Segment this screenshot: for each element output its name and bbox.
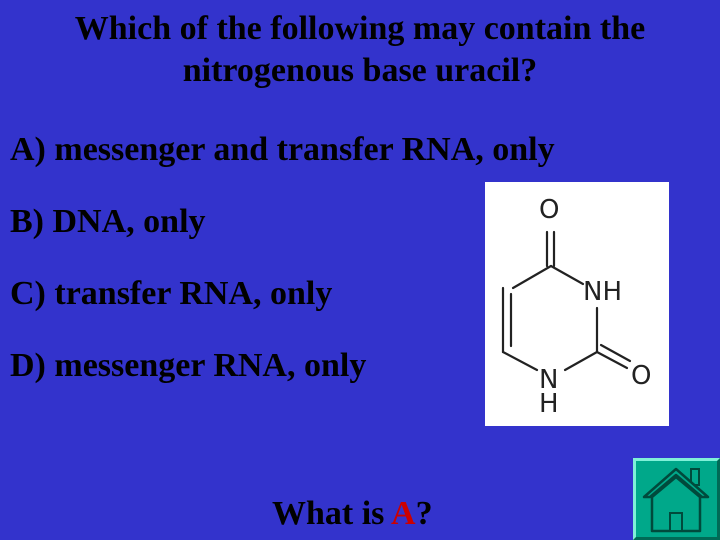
bond-c4-n3 xyxy=(551,266,583,284)
answer-text xyxy=(272,494,433,534)
question-line-1: Which of the following may contain the xyxy=(74,10,646,47)
atom-nh-right: NH xyxy=(583,277,622,307)
atom-o-right: O xyxy=(631,361,652,391)
home-icon xyxy=(636,461,717,537)
answer-prefix: What is xyxy=(272,495,392,532)
bond-c2-o-1 xyxy=(597,352,627,368)
question-line-2: nitrogenous base uracil? xyxy=(182,52,538,89)
atom-o-top: O xyxy=(539,195,560,225)
answer-highlight: A xyxy=(391,495,416,532)
question-text xyxy=(0,8,720,92)
option-c: C) transfer RNA, only xyxy=(10,275,333,312)
uracil-structure-diagram xyxy=(485,182,669,426)
atom-n-bottom: N xyxy=(539,365,559,395)
bond-c2-o-2 xyxy=(601,345,630,361)
option-b: B) DNA, only xyxy=(10,203,206,240)
bond-c4-c5 xyxy=(513,266,551,288)
bond-c2-n1 xyxy=(565,352,597,370)
uracil-structure-image xyxy=(485,182,669,426)
answer-suffix: ? xyxy=(415,495,433,532)
home-button[interactable] xyxy=(633,458,720,540)
option-d: D) messenger RNA, only xyxy=(10,347,367,384)
option-a: A) messenger and transfer RNA, only xyxy=(10,131,555,168)
atom-h-bottom: H xyxy=(539,389,559,419)
bond-c6-n1 xyxy=(503,352,537,370)
